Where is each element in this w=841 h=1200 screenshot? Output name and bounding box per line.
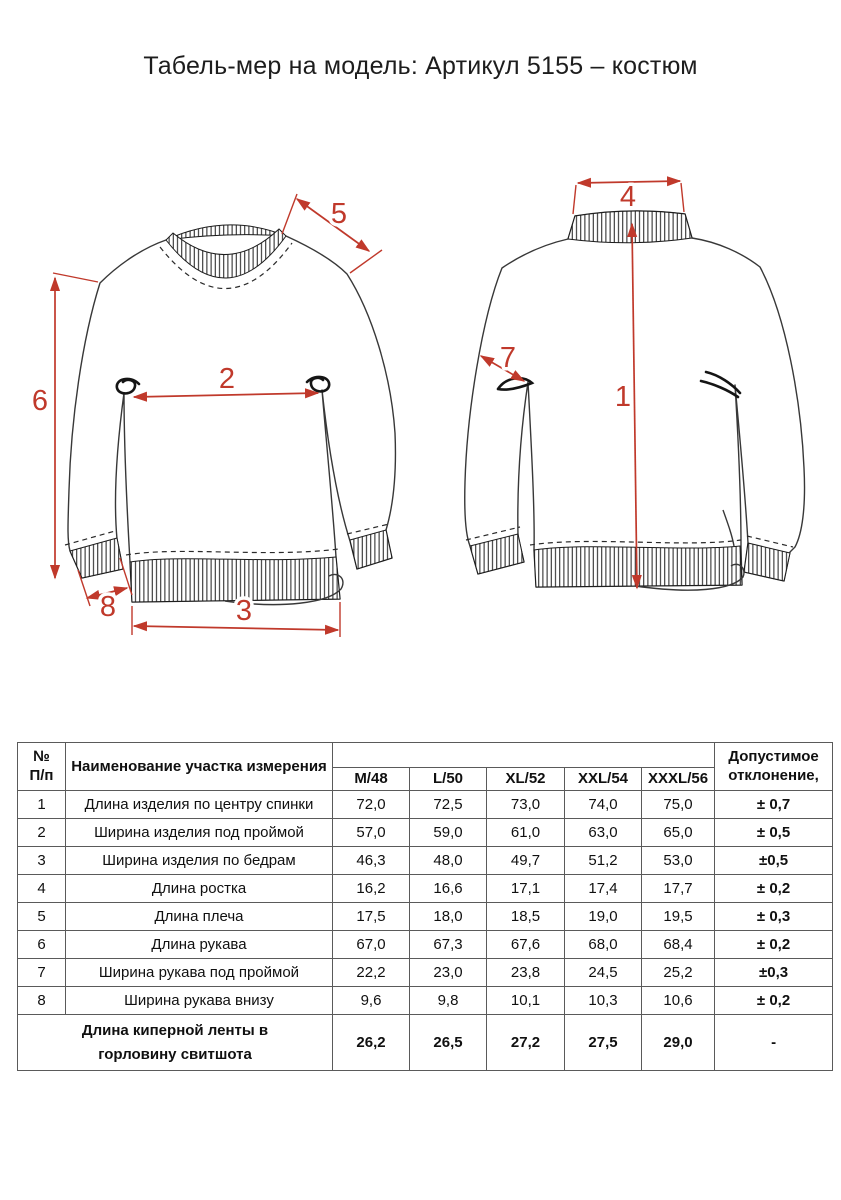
tolerance-cell: ± 0,5 — [715, 819, 833, 847]
dim-5-label: 5 — [330, 198, 348, 230]
value-cell: 24,5 — [565, 959, 642, 987]
tolerance-cell: ±0,3 — [715, 959, 833, 987]
dim-4-label: 4 — [619, 181, 637, 213]
table-row — [18, 959, 833, 987]
measure-name: Длина рукава — [66, 931, 333, 959]
header-sizes-spacer — [333, 743, 715, 768]
dim-4-ext-left — [573, 185, 576, 214]
value-cell: 59,0 — [410, 819, 487, 847]
table-row — [18, 791, 833, 819]
value-cell: 23,8 — [487, 959, 565, 987]
value-cell: 17,5 — [333, 903, 410, 931]
table-row — [18, 847, 833, 875]
measure-name: Ширина рукава внизу — [66, 987, 333, 1015]
value-cell: 49,7 — [487, 847, 565, 875]
tolerance-cell: ± 0,2 — [715, 931, 833, 959]
value-cell: 72,0 — [333, 791, 410, 819]
measure-name: Ширина изделия по бедрам — [66, 847, 333, 875]
measure-name: Длина изделия по центру спинки — [66, 791, 333, 819]
header-size-xxxl56: XXXL/56 — [642, 768, 715, 791]
value-cell: 10,6 — [642, 987, 715, 1015]
tolerance-cell: ± 0,2 — [715, 987, 833, 1015]
footer-value-cell: 29,0 — [642, 1015, 715, 1071]
footer-name-line2: горловину свитшота — [98, 1045, 252, 1063]
header-num-line2: П/п — [29, 766, 54, 784]
table-row — [18, 819, 833, 847]
value-cell: 74,0 — [565, 791, 642, 819]
header-measure-name: Наименование участка измерения — [66, 743, 333, 791]
value-cell: 51,2 — [565, 847, 642, 875]
value-cell: 75,0 — [642, 791, 715, 819]
value-cell: 22,2 — [333, 959, 410, 987]
value-cell: 19,5 — [642, 903, 715, 931]
measure-name: Ширина изделия под проймой — [66, 819, 333, 847]
value-cell: 68,0 — [565, 931, 642, 959]
dim-5-ext-left — [282, 194, 297, 234]
back-collar-rib — [568, 211, 692, 243]
header-size-l50: L/50 — [410, 768, 487, 791]
row-num: 4 — [18, 875, 66, 903]
header-num — [18, 743, 66, 791]
footer-value-cell: 26,5 — [410, 1015, 487, 1071]
value-cell: 67,6 — [487, 931, 565, 959]
value-cell: 65,0 — [642, 819, 715, 847]
header-tolerance — [715, 743, 833, 791]
value-cell: 67,3 — [410, 931, 487, 959]
footer-name-line1: Длина киперной ленты в — [81, 1022, 269, 1040]
header-size-m48: M/48 — [333, 768, 410, 791]
footer-value-cell: 27,5 — [565, 1015, 642, 1071]
dim-5-ext-right — [350, 250, 382, 273]
value-cell: 48,0 — [410, 847, 487, 875]
value-cell: 16,2 — [333, 875, 410, 903]
dim-6-ext-top — [53, 273, 98, 282]
value-cell: 10,1 — [487, 987, 565, 1015]
value-cell: 23,0 — [410, 959, 487, 987]
table-row — [18, 875, 833, 903]
dim-6-label: 6 — [31, 385, 49, 417]
row-num: 2 — [18, 819, 66, 847]
row-num: 5 — [18, 903, 66, 931]
value-cell: 10,3 — [565, 987, 642, 1015]
value-cell: 18,0 — [410, 903, 487, 931]
dim-4-ext-right — [681, 183, 684, 212]
value-cell: 9,8 — [410, 987, 487, 1015]
row-num: 6 — [18, 931, 66, 959]
value-cell: 16,6 — [410, 875, 487, 903]
footer-value-cell: 26,2 — [333, 1015, 410, 1071]
value-cell: 17,1 — [487, 875, 565, 903]
header-size-xl52: XL/52 — [487, 768, 565, 791]
value-cell: 72,5 — [410, 791, 487, 819]
value-cell: 68,4 — [642, 931, 715, 959]
row-num: 7 — [18, 959, 66, 987]
dim-1-label: 1 — [614, 381, 632, 413]
footer-tolerance-cell: - — [715, 1015, 833, 1071]
measurement-table — [17, 742, 833, 1071]
value-cell: 61,0 — [487, 819, 565, 847]
footer-value-cell: 27,2 — [487, 1015, 565, 1071]
tolerance-cell: ± 0,7 — [715, 791, 833, 819]
value-cell: 67,0 — [333, 931, 410, 959]
value-cell: 46,3 — [333, 847, 410, 875]
header-tolerance-line2: отклонение, — [728, 766, 819, 784]
value-cell: 73,0 — [487, 791, 565, 819]
value-cell: 57,0 — [333, 819, 410, 847]
dim-7-label: 7 — [499, 342, 517, 374]
dim-2-label: 2 — [218, 363, 236, 395]
value-cell: 17,4 — [565, 875, 642, 903]
page-title: Табель-мер на модель: Артикул 5155 – костюм — [143, 52, 698, 80]
tolerance-cell: ±0,5 — [715, 847, 833, 875]
measure-name: Длина плеча — [66, 903, 333, 931]
value-cell: 9,6 — [333, 987, 410, 1015]
value-cell: 63,0 — [565, 819, 642, 847]
tolerance-cell: ± 0,2 — [715, 875, 833, 903]
value-cell: 53,0 — [642, 847, 715, 875]
front-view-drawing — [20, 150, 420, 650]
table-row — [18, 987, 833, 1015]
value-cell: 18,5 — [487, 903, 565, 931]
tolerance-cell: ± 0,3 — [715, 903, 833, 931]
footer-measure-name — [18, 1015, 333, 1071]
value-cell: 19,0 — [565, 903, 642, 931]
row-num: 1 — [18, 791, 66, 819]
row-num: 8 — [18, 987, 66, 1015]
header-num-line1: № — [33, 747, 50, 765]
measure-name: Длина ростка — [66, 875, 333, 903]
footer-row — [18, 1015, 833, 1071]
row-num: 3 — [18, 847, 66, 875]
value-cell: 17,7 — [642, 875, 715, 903]
value-cell: 25,2 — [642, 959, 715, 987]
table-row — [18, 931, 833, 959]
back-view-drawing — [440, 150, 840, 630]
back-hem-band-rib — [534, 546, 742, 587]
header-size-xxl54: XXL/54 — [565, 768, 642, 791]
dim-8-label: 8 — [99, 591, 117, 623]
measure-name: Ширина рукава под проймой — [66, 959, 333, 987]
dim-3-label: 3 — [235, 595, 253, 627]
table-row — [18, 903, 833, 931]
header-tolerance-line1: Допустимое — [728, 747, 819, 765]
